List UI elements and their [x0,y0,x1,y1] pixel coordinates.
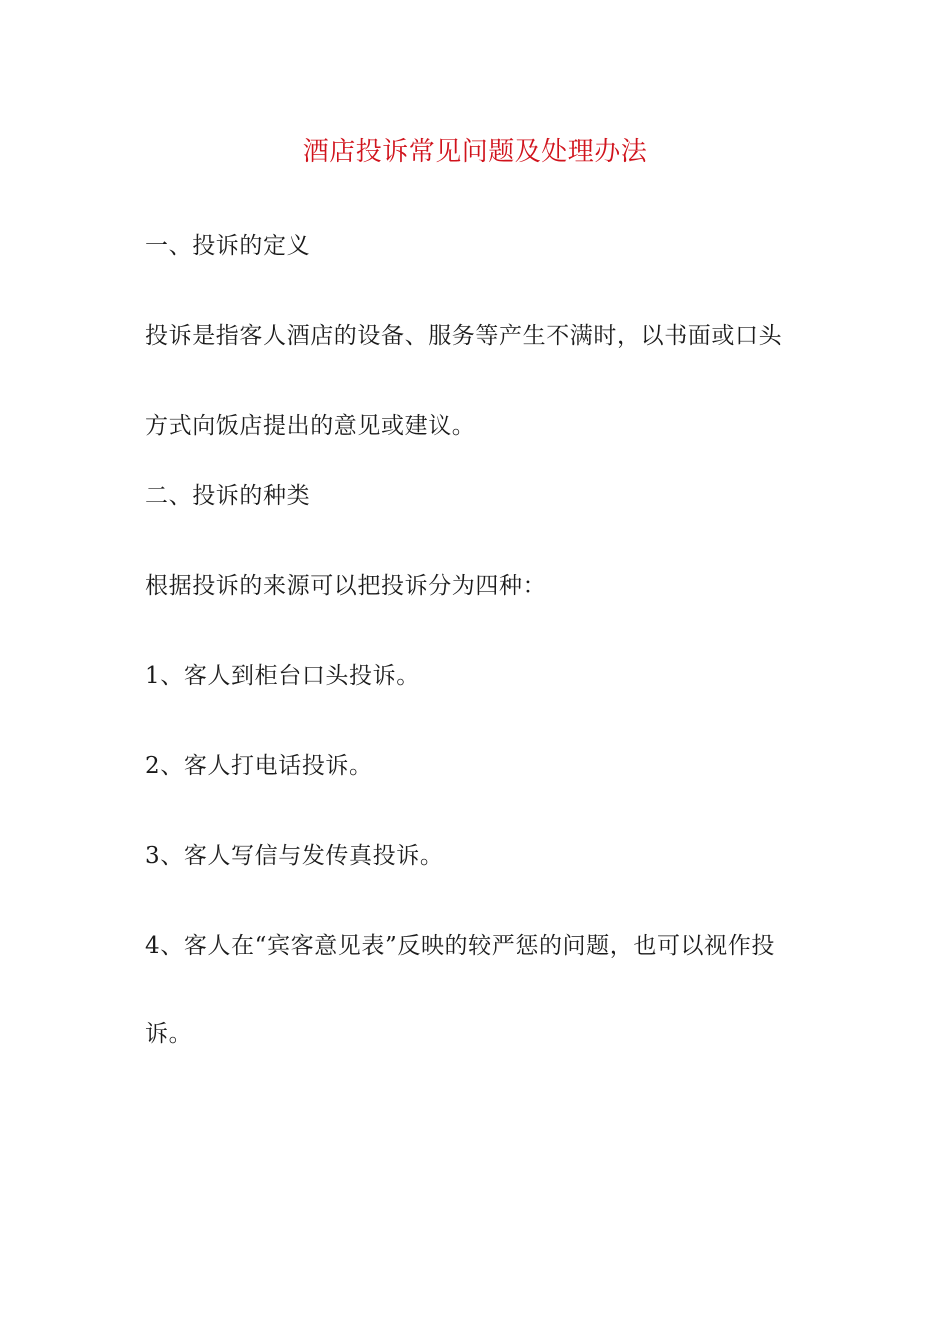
list-item: 1、客人到柜台口头投诉。 [145,663,420,689]
document-title: 酒店投诉常见问题及处理办法 [302,137,648,167]
section-heading-definition: 一、投诉的定义 [145,233,311,259]
list-item-continuation: 诉。 [145,1021,193,1047]
list-item: 2、客人打电话投诉。 [145,753,373,779]
section-heading-types: 二、投诉的种类 [145,483,311,509]
paragraph-line: 方式向饭店提出的意见或建议。 [145,413,476,439]
list-item: 4、客人在“宾客意见表”反映的较严惩的问题，也可以视作投 [145,933,775,959]
paragraph-line: 根据投诉的来源可以把投诉分为四种： [145,573,547,599]
list-item: 3、客人写信与发传真投诉。 [145,843,444,869]
paragraph-line: 投诉是指客人酒店的设备、服务等产生不满时，以书面或口头 [145,323,783,349]
